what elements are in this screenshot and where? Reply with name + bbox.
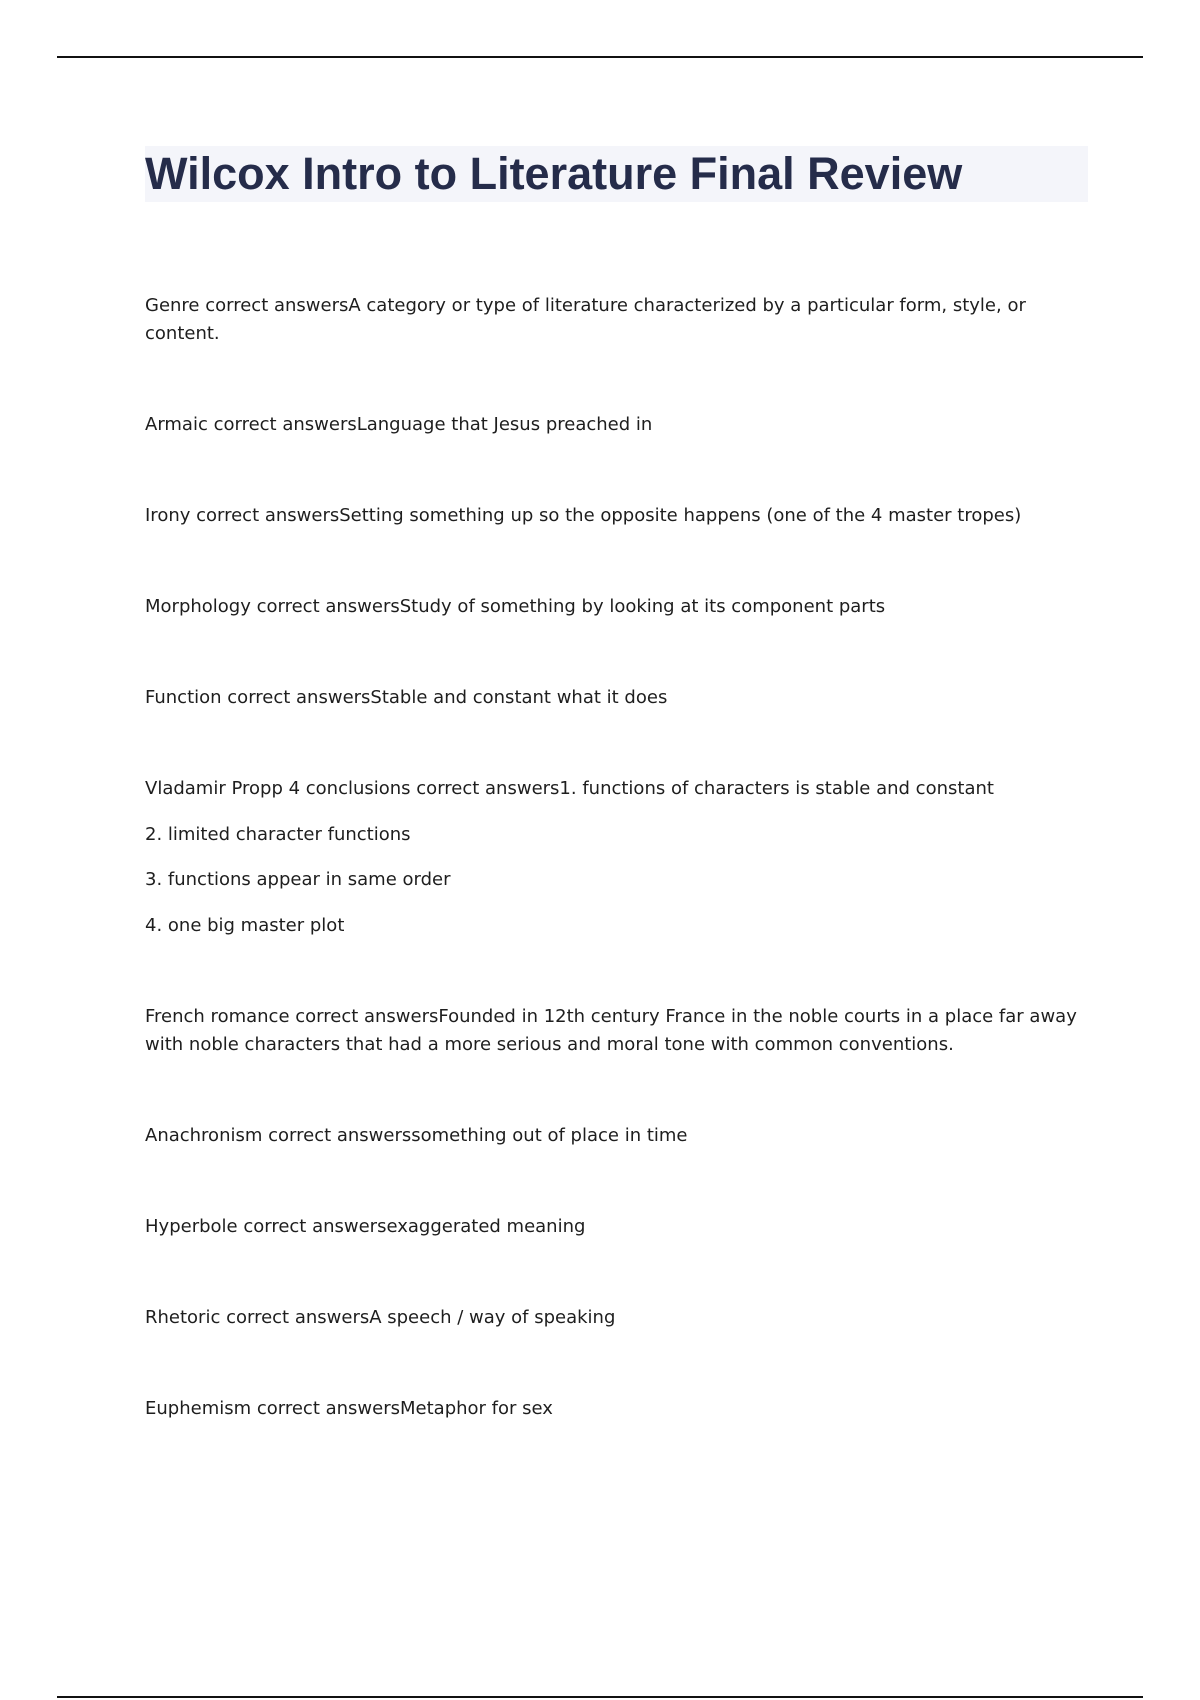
top-rule [57, 56, 1143, 58]
entry-propp-item-4: 4. one big master plot [145, 915, 345, 936]
entry-rhetoric: Rhetoric correct answersA speech / way of speaking [145, 1307, 616, 1328]
entry-armaic: Armaic correct answersLanguage that Jesus preached in [145, 414, 653, 435]
entry-french-romance: French romance correct answersFounded in 12th century France in the noble courts in a place far away with noble characters that had a more serious and moral tone with common conventions. [145, 1006, 1077, 1055]
entry-euphemism: Euphemism correct answersMetaphor for sex [145, 1398, 553, 1419]
entry-propp-item-3: 3. functions appear in same order [145, 869, 451, 890]
entry-genre: Genre correct answersA category or type of literature characterized by a particular form, style, or content. [145, 295, 1026, 344]
entry-function: Function correct answersStable and constant what it does [145, 687, 668, 708]
bottom-rule [57, 1696, 1143, 1698]
entry-anachronism: Anachronism correct answerssomething out of place in time [145, 1125, 688, 1146]
entry-morphology: Morphology correct answersStudy of something by looking at its component parts [145, 596, 886, 617]
entry-propp-item-2: 2. limited character functions [145, 824, 411, 845]
entry-propp: Vladamir Propp 4 conclusions correct answers1. functions of characters is stable and constant [145, 778, 994, 799]
document-title: Wilcox Intro to Literature Final Review [145, 148, 963, 199]
entry-hyperbole: Hyperbole correct answersexaggerated meaning [145, 1216, 586, 1237]
entry-irony: Irony correct answersSetting something up so the opposite happens (one of the 4 master tropes) [145, 505, 1022, 526]
